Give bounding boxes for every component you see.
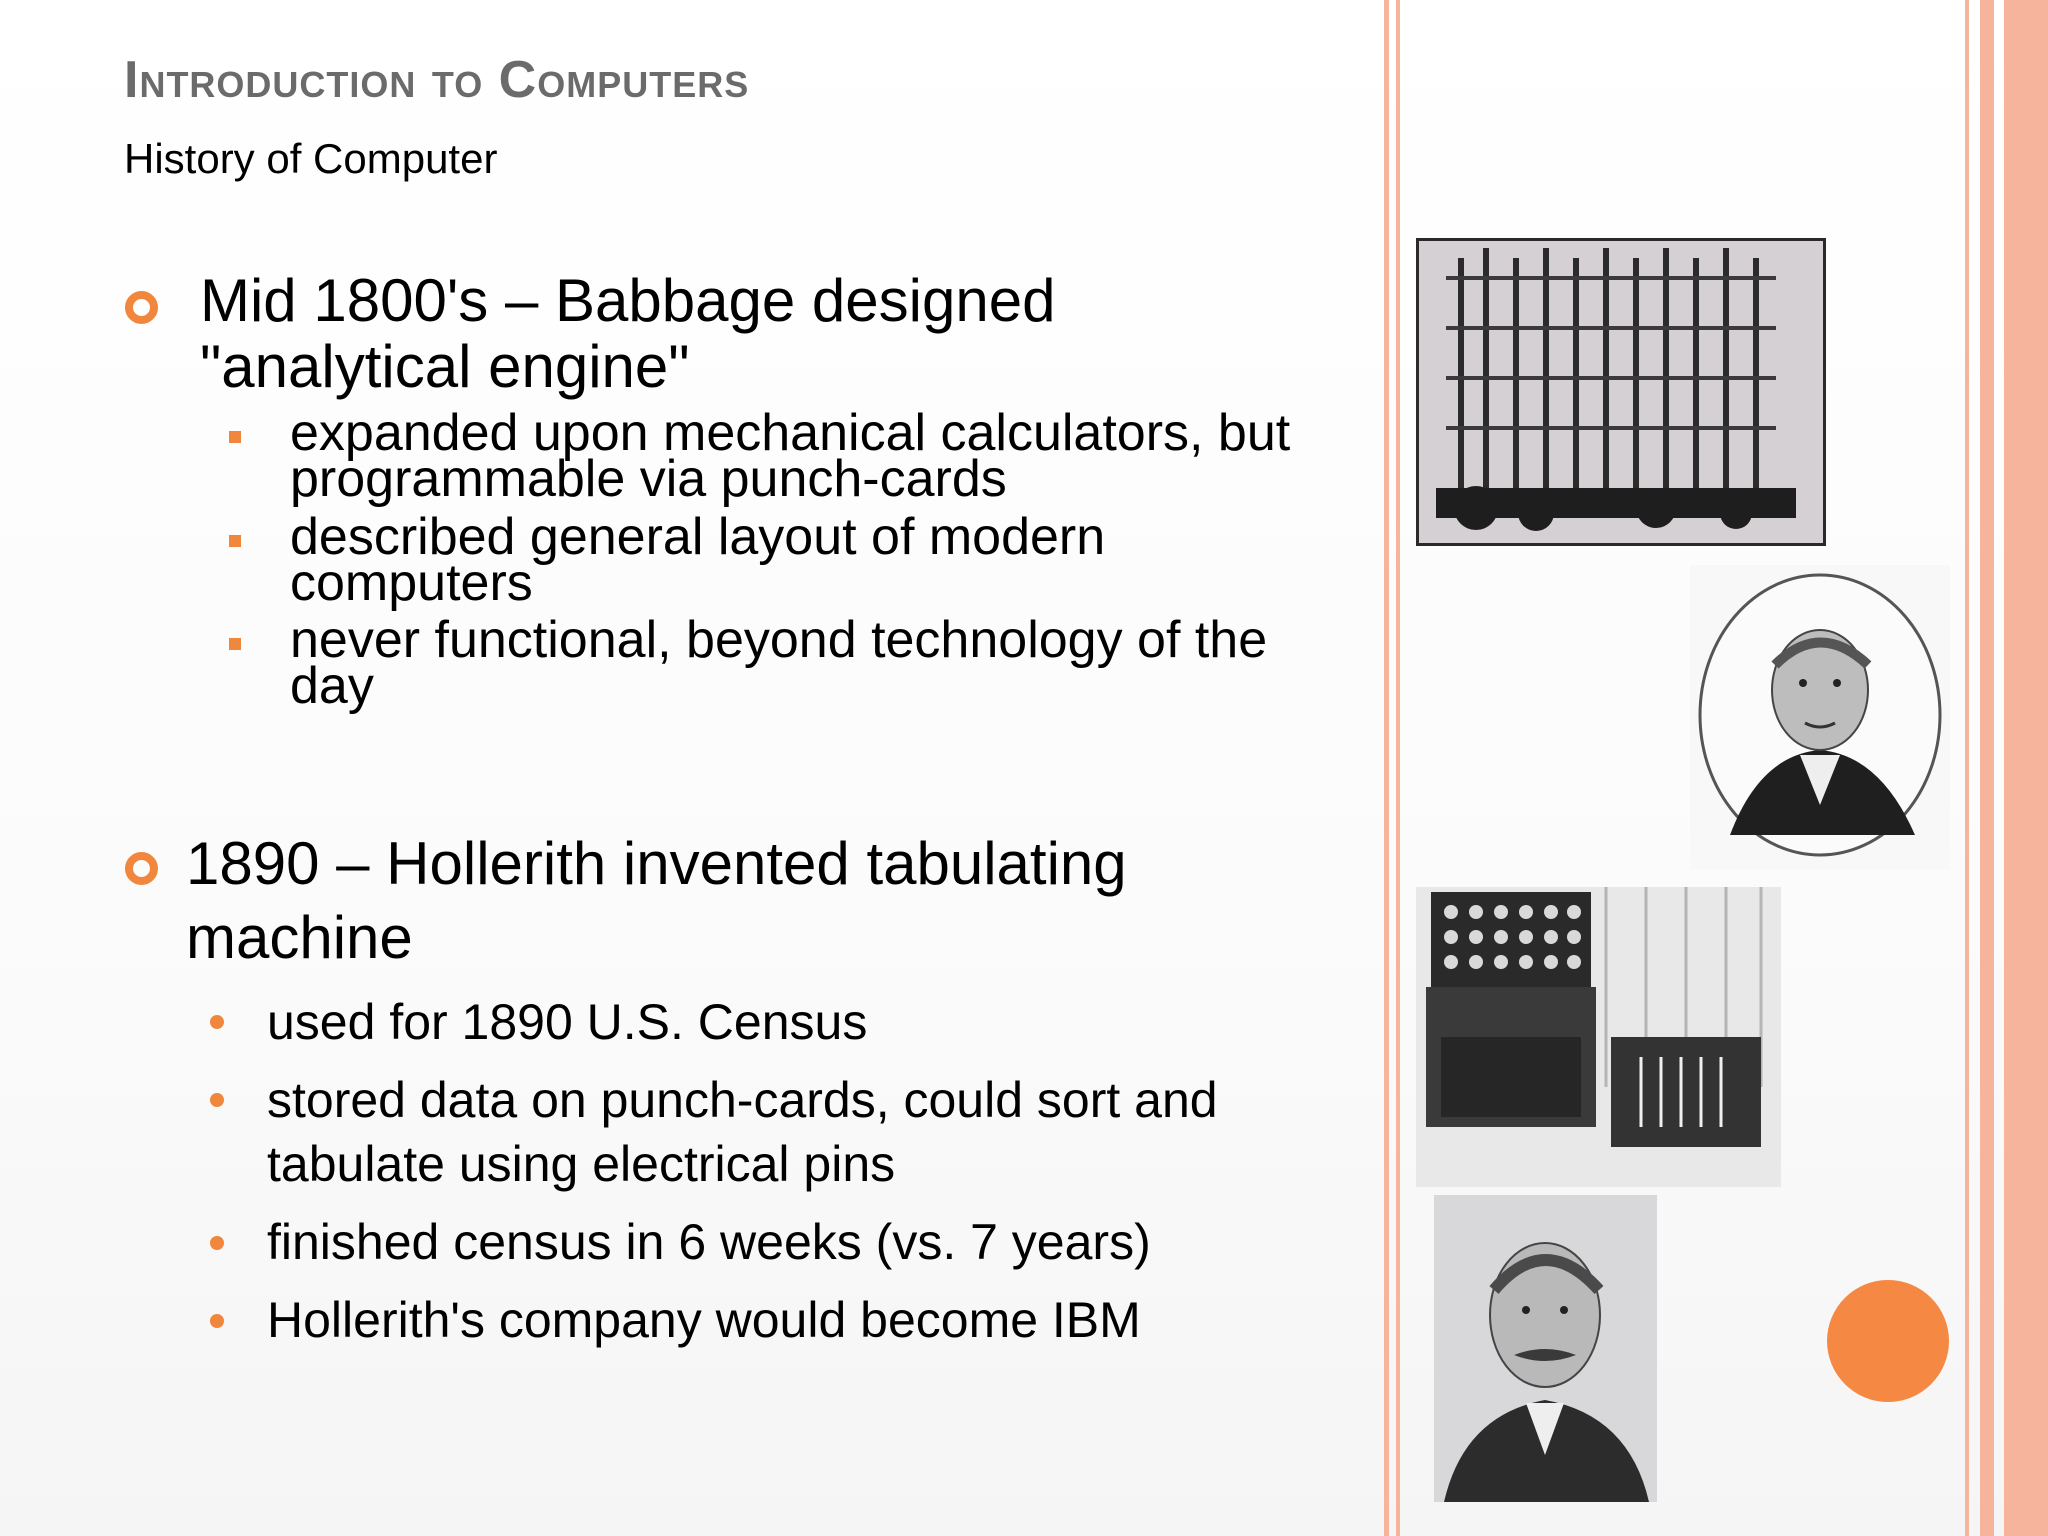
slide-title: Introduction to Computers: [124, 51, 750, 109]
hollerith-portrait: [1434, 1195, 1657, 1502]
babbage-portrait: [1690, 565, 1950, 870]
square-bullet-icon: [229, 535, 241, 547]
subpoint-text: Hollerith's company would become IBM: [267, 1292, 1141, 1348]
bullet-text: 1890 – Hollerith invented tabulating machine: [186, 830, 1127, 971]
subpoint-text: expanded upon mechanical calculators, but programmable via punch-cards: [290, 404, 1291, 508]
decorative-stripe: [1384, 0, 1389, 1536]
dot-bullet-icon: [210, 1314, 224, 1328]
subpoint-text: finished census in 6 weeks (vs. 7 years): [267, 1214, 1151, 1270]
square-bullet-icon: [229, 638, 241, 650]
ring-bullet-icon: [125, 291, 158, 324]
dot-bullet-icon: [210, 1236, 224, 1250]
decorative-stripe: [1980, 0, 1994, 1536]
subpoint-text: used for 1890 U.S. Census: [267, 994, 868, 1050]
analytical-engine-photo: [1416, 238, 1826, 546]
tabulating-machine-photo: [1416, 887, 1781, 1187]
slide-subtitle: History of Computer: [124, 135, 498, 182]
bullet-text: Mid 1800's – Babbage designed "analytical engine": [200, 267, 1056, 400]
decorative-stripe: [1396, 0, 1400, 1536]
subpoint-text: stored data on punch-cards, could sort and tabulate using electrical pins: [267, 1072, 1218, 1192]
decorative-stripe: [1965, 0, 1969, 1536]
subpoint-text: never functional, beyond technology of the day: [290, 611, 1268, 715]
dot-bullet-icon: [210, 1093, 224, 1107]
dot-bullet-icon: [210, 1015, 224, 1029]
ring-bullet-icon: [125, 852, 158, 885]
subpoint-text: described general layout of modern computers: [290, 508, 1106, 612]
square-bullet-icon: [229, 431, 241, 443]
decorative-stripe: [2004, 0, 2048, 1536]
orange-circle-decoration: [1827, 1280, 1949, 1402]
